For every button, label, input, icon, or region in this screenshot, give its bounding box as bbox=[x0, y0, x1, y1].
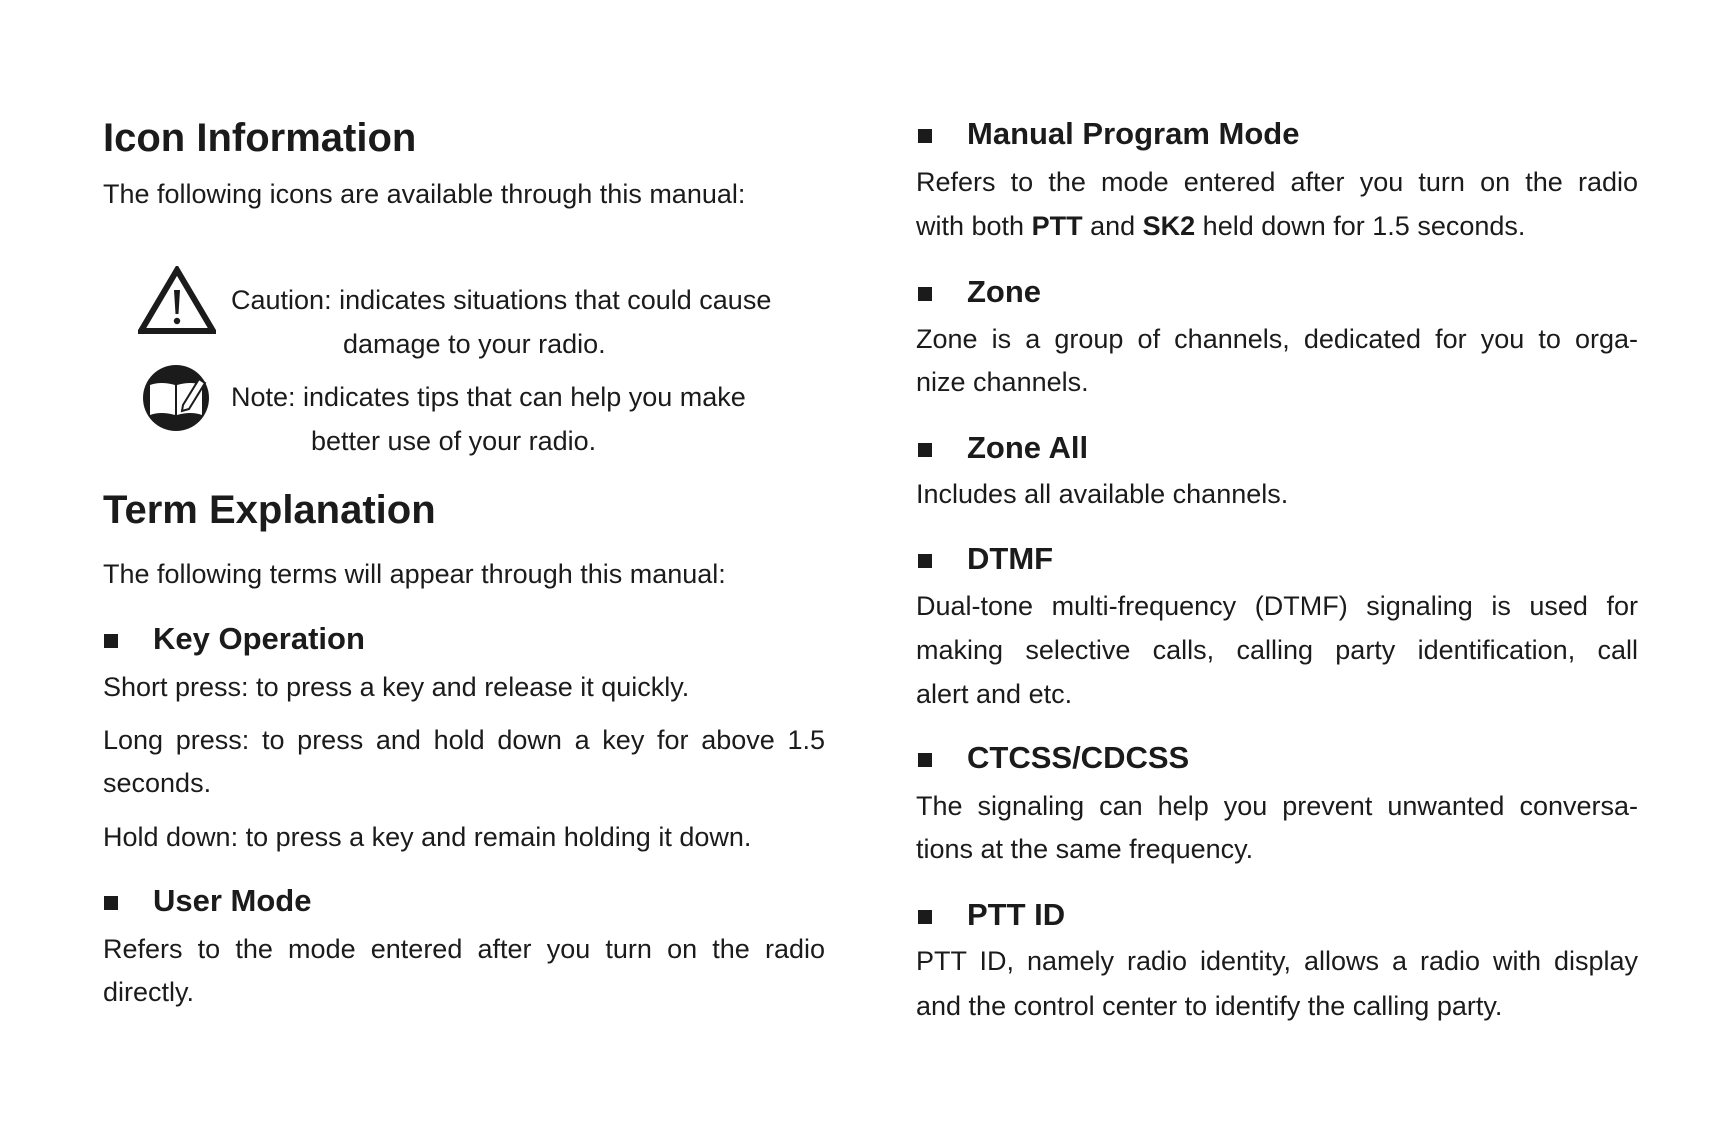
zone-line-1: Zone is a group of channels, dedicated for you to orga- bbox=[916, 324, 1638, 354]
manual-program-line-1: Refers to the mode entered after you turn on the radio bbox=[916, 167, 1638, 197]
zone-all-line-1: Includes all available channels. bbox=[916, 479, 1289, 509]
ptt-key: PTT bbox=[1031, 211, 1083, 241]
bullet-icon bbox=[918, 753, 932, 767]
ptt-id-heading: PTT ID bbox=[967, 897, 1066, 932]
ctcss-line-1: The signaling can help you prevent unwanted conversa- bbox=[916, 791, 1638, 821]
bullet-icon bbox=[918, 443, 932, 457]
icon-information-heading: Icon Information bbox=[103, 116, 417, 160]
term-explanation-heading: Term Explanation bbox=[103, 488, 436, 532]
user-mode-heading: User Mode bbox=[153, 883, 312, 918]
caution-line-1: Caution: indicates situations that could cause bbox=[231, 285, 772, 315]
short-press-text: Short press: to press a key and release it quickly. bbox=[103, 672, 690, 702]
bullet-icon bbox=[104, 896, 118, 910]
ptt-id-line-2: and the control center to identify the calling party. bbox=[916, 991, 1503, 1021]
ptt-id-line-1: PTT ID, namely radio identity, allows a radio with display bbox=[916, 946, 1638, 976]
term-intro: The following terms will appear through this manual: bbox=[103, 559, 726, 589]
sk2-key: SK2 bbox=[1142, 211, 1196, 241]
ctcss-line-2: tions at the same frequency. bbox=[916, 834, 1254, 864]
dtmf-line-2: making selective calls, calling party identification, call bbox=[916, 635, 1638, 665]
zone-line-2: nize channels. bbox=[916, 367, 1089, 397]
caution-triangle-icon bbox=[138, 266, 216, 334]
bullet-icon bbox=[104, 634, 118, 648]
icon-intro: The following icons are available through this manual: bbox=[103, 179, 746, 209]
dtmf-line-1: Dual-tone multi-frequency (DTMF) signaling is used for bbox=[916, 591, 1638, 621]
note-line-2: better use of your radio. bbox=[311, 426, 597, 456]
note-line-1: Note: indicates tips that can help you make bbox=[231, 382, 746, 412]
user-mode-line-1: Refers to the mode entered after you turn on the radio bbox=[103, 934, 825, 964]
text: with both bbox=[916, 211, 1032, 241]
text: held down for 1.5 seconds. bbox=[1195, 211, 1526, 241]
bullet-icon bbox=[918, 129, 932, 143]
text: and bbox=[1082, 211, 1143, 241]
ctcss-heading: CTCSS/CDCSS bbox=[967, 740, 1190, 775]
long-press-text-2: seconds. bbox=[103, 768, 212, 798]
dtmf-heading: DTMF bbox=[967, 541, 1054, 576]
zone-heading: Zone bbox=[967, 274, 1042, 309]
note-book-pen-icon bbox=[141, 363, 211, 433]
hold-down-text: Hold down: to press a key and remain holding it down. bbox=[103, 822, 752, 852]
manual-program-mode-heading: Manual Program Mode bbox=[967, 116, 1300, 151]
caution-line-2: damage to your radio. bbox=[343, 329, 606, 359]
manual-program-line-2 bbox=[916, 204, 1525, 248]
long-press-text-1: Long press: to press and hold down a key for above 1.5 bbox=[103, 725, 825, 755]
bullet-icon bbox=[918, 287, 932, 301]
key-operation-heading: Key Operation bbox=[153, 621, 365, 656]
bullet-icon bbox=[918, 910, 932, 924]
zone-all-heading: Zone All bbox=[967, 430, 1089, 465]
user-mode-line-2: directly. bbox=[103, 977, 195, 1007]
bullet-icon bbox=[918, 554, 932, 568]
dtmf-line-3: alert and etc. bbox=[916, 679, 1073, 709]
